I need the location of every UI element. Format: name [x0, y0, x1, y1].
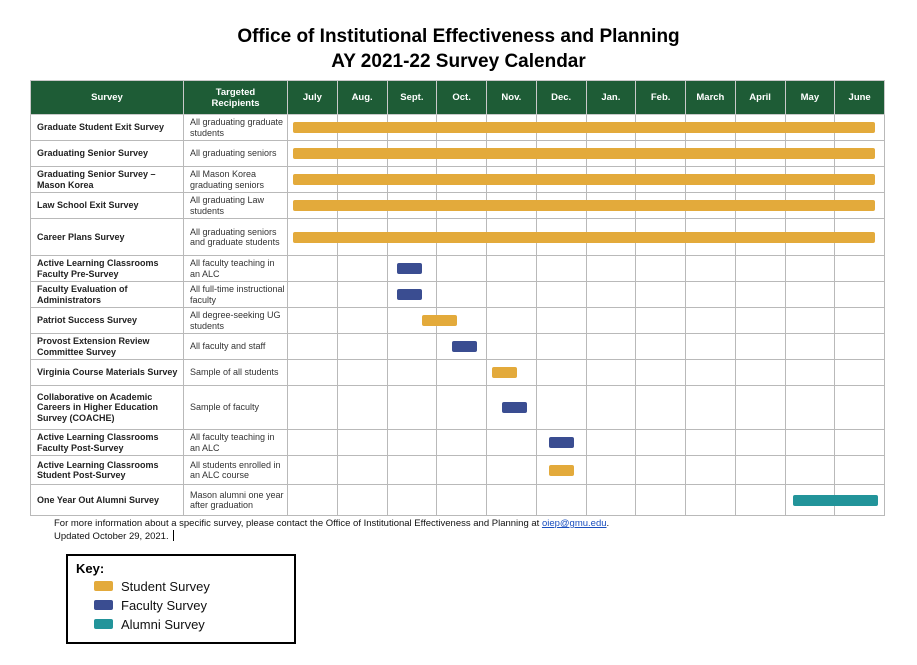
survey-name: Faculty Evaluation of Administrators: [31, 282, 184, 308]
month-cell: [437, 282, 487, 308]
month-cell: [586, 334, 636, 360]
month-cell: [536, 256, 586, 282]
month-cell: [785, 282, 835, 308]
survey-name: Active Learning Classrooms Faculty Post-Survey: [31, 430, 184, 456]
month-cell: [785, 256, 835, 282]
column-header: July: [288, 81, 338, 115]
month-cell: [586, 485, 636, 516]
month-cell: [288, 334, 338, 360]
table-header-row: [31, 81, 885, 115]
targeted-recipients: All degree-seeking UG students: [184, 308, 288, 334]
survey-name: Virginia Course Materials Survey: [31, 360, 184, 386]
student-survey-bar: [492, 367, 517, 378]
month-cell: [487, 430, 537, 456]
month-cell: [686, 334, 736, 360]
survey-name: Provost Extension Review Committee Survey: [31, 334, 184, 360]
month-cell: [785, 456, 835, 485]
month-cell: [686, 308, 736, 334]
month-cell: [487, 485, 537, 516]
month-cell: [686, 386, 736, 430]
key-label-student: Student Survey: [121, 579, 210, 594]
month-cell: [387, 456, 437, 485]
month-cell: [387, 334, 437, 360]
faculty-survey-bar: [452, 341, 477, 352]
month-cell: [735, 485, 785, 516]
month-cell: [437, 485, 487, 516]
student-survey-bar: [293, 122, 875, 133]
month-cell: [785, 308, 835, 334]
month-cell: [387, 485, 437, 516]
targeted-recipients: All students enrolled in an ALC course: [184, 456, 288, 485]
targeted-recipients: Mason alumni one year after graduation: [184, 485, 288, 516]
month-cell: [536, 360, 586, 386]
column-header: June: [835, 81, 885, 115]
month-cell: [487, 456, 537, 485]
contact-note-end: .: [606, 518, 610, 529]
month-cell: [586, 308, 636, 334]
month-cell: [636, 282, 686, 308]
month-cell: [835, 386, 885, 430]
month-cell: [835, 430, 885, 456]
month-cell: [487, 308, 537, 334]
month-cell: [586, 430, 636, 456]
month-cell: [337, 360, 387, 386]
contact-note-text: For more information about a specific survey, please contact the Office of Institutional Effectiveness and Planning at: [54, 518, 542, 529]
month-cell: [586, 282, 636, 308]
column-header: May: [785, 81, 835, 115]
table-row: [31, 256, 885, 282]
month-cell: [636, 430, 686, 456]
column-header: Oct.: [437, 81, 487, 115]
month-cell: [735, 360, 785, 386]
month-cell: [636, 308, 686, 334]
month-cell: [288, 386, 338, 430]
month-cell: [437, 430, 487, 456]
student-survey-bar: [293, 200, 875, 211]
column-header: Nov.: [487, 81, 537, 115]
month-cell: [735, 282, 785, 308]
alumni-survey-bar: [793, 495, 878, 506]
month-cell: [636, 334, 686, 360]
month-cell: [288, 360, 338, 386]
month-cell: [437, 386, 487, 430]
key-item-student: [94, 579, 210, 594]
student-survey-bar: [549, 465, 574, 476]
month-cell: [487, 334, 537, 360]
column-header: Aug.: [337, 81, 387, 115]
survey-name: Graduating Senior Survey – Mason Korea: [31, 167, 184, 193]
targeted-recipients: All graduating graduate students: [184, 115, 288, 141]
month-cell: [636, 485, 686, 516]
table-row: [31, 193, 885, 219]
faculty-survey-bar: [549, 437, 574, 448]
month-cell: [487, 282, 537, 308]
month-cell: [735, 256, 785, 282]
column-header: April: [735, 81, 785, 115]
month-cell: [387, 430, 437, 456]
key-label-faculty: Faculty Survey: [121, 598, 207, 613]
table-row: [31, 360, 885, 386]
month-cell: [636, 360, 686, 386]
month-cell: [288, 141, 338, 167]
contact-note: [54, 518, 609, 529]
column-header: Sept.: [387, 81, 437, 115]
month-cell: [686, 360, 736, 386]
month-cell: [785, 360, 835, 386]
month-cell: [785, 386, 835, 430]
student-survey-bar: [293, 232, 875, 243]
column-header: Targeted Recipients: [184, 81, 288, 115]
month-cell: [288, 115, 338, 141]
survey-name: Graduating Senior Survey: [31, 141, 184, 167]
month-cell: [636, 386, 686, 430]
key-item-faculty: [94, 598, 207, 613]
document-title: Office of Institutional Effectiveness and Planning: [237, 26, 680, 47]
month-cell: [835, 360, 885, 386]
table-row: [31, 430, 885, 456]
survey-name: Graduate Student Exit Survey: [31, 115, 184, 141]
month-cell: [437, 360, 487, 386]
month-cell: [536, 282, 586, 308]
month-cell: [586, 256, 636, 282]
faculty-survey-bar: [397, 263, 422, 274]
month-cell: [337, 386, 387, 430]
month-cell: [835, 334, 885, 360]
column-header: Jan.: [586, 81, 636, 115]
month-cell: [337, 256, 387, 282]
email-link[interactable]: oiep@gmu.edu: [541, 518, 607, 529]
month-cell: [735, 308, 785, 334]
month-cell: [437, 456, 487, 485]
updated-note: [54, 530, 174, 542]
survey-name: Active Learning Classrooms Student Post-Survey: [31, 456, 184, 485]
legend-key: [66, 554, 296, 644]
column-header: Dec.: [536, 81, 586, 115]
month-cell: [288, 485, 338, 516]
month-cell: [835, 282, 885, 308]
month-cell: [536, 334, 586, 360]
month-cell: [586, 456, 636, 485]
month-cell: [337, 334, 387, 360]
targeted-recipients: All faculty teaching in an ALC: [184, 430, 288, 456]
column-header: Feb.: [636, 81, 686, 115]
month-cell: [288, 167, 338, 193]
survey-name: Patriot Success Survey: [31, 308, 184, 334]
month-cell: [288, 219, 338, 256]
targeted-recipients: All Mason Korea graduating seniors: [184, 167, 288, 193]
survey-calendar-table: [30, 80, 885, 516]
document-subtitle: AY 2021-22 Survey Calendar: [331, 51, 586, 72]
month-cell: [636, 256, 686, 282]
table-row: [31, 456, 885, 485]
month-cell: [785, 334, 835, 360]
key-label-alumni: Alumni Survey: [121, 617, 205, 632]
student-survey-bar: [422, 315, 457, 326]
month-cell: [686, 456, 736, 485]
faculty-swatch: [94, 600, 113, 610]
student-survey-bar: [293, 148, 875, 159]
month-cell: [337, 430, 387, 456]
month-cell: [288, 193, 338, 219]
targeted-recipients: All graduating seniors: [184, 141, 288, 167]
month-cell: [337, 308, 387, 334]
targeted-recipients: Sample of faculty: [184, 386, 288, 430]
month-cell: [536, 485, 586, 516]
targeted-recipients: All graduating Law students: [184, 193, 288, 219]
table-row: [31, 115, 885, 141]
month-cell: [288, 308, 338, 334]
month-cell: [337, 456, 387, 485]
month-cell: [288, 282, 338, 308]
table-row: [31, 485, 885, 516]
table-row: [31, 219, 885, 256]
month-cell: [686, 430, 736, 456]
targeted-recipients: All full-time instructional faculty: [184, 282, 288, 308]
month-cell: [835, 308, 885, 334]
month-cell: [586, 360, 636, 386]
month-cell: [735, 386, 785, 430]
month-cell: [735, 334, 785, 360]
table-row: [31, 308, 885, 334]
faculty-survey-bar: [502, 402, 527, 413]
key-title: Key:: [76, 561, 105, 576]
table-row: [31, 282, 885, 308]
faculty-survey-bar: [397, 289, 422, 300]
targeted-recipients: All graduating seniors and graduate students: [184, 219, 288, 256]
month-cell: [636, 456, 686, 485]
month-cell: [735, 430, 785, 456]
month-cell: [686, 282, 736, 308]
month-cell: [288, 430, 338, 456]
month-cell: [387, 386, 437, 430]
targeted-recipients: All faculty teaching in an ALC: [184, 256, 288, 282]
month-cell: [337, 485, 387, 516]
student-swatch: [94, 581, 113, 591]
table-row: [31, 334, 885, 360]
month-cell: [735, 456, 785, 485]
table-row: [31, 167, 885, 193]
month-cell: [785, 430, 835, 456]
column-header: Survey: [31, 81, 184, 115]
month-cell: [835, 256, 885, 282]
text-cursor: [173, 530, 174, 541]
table-row: [31, 141, 885, 167]
targeted-recipients: Sample of all students: [184, 360, 288, 386]
survey-name: Law School Exit Survey: [31, 193, 184, 219]
table-row: [31, 386, 885, 430]
month-cell: [835, 456, 885, 485]
month-cell: [288, 256, 338, 282]
survey-name: Career Plans Survey: [31, 219, 184, 256]
month-cell: [686, 485, 736, 516]
month-cell: [337, 282, 387, 308]
month-cell: [536, 386, 586, 430]
survey-name: Collaborative on Academic Careers in Higher Education Survey (COACHE): [31, 386, 184, 430]
alumni-swatch: [94, 619, 113, 629]
survey-name: Active Learning Classrooms Faculty Pre-Survey: [31, 256, 184, 282]
month-cell: [586, 386, 636, 430]
month-cell: [487, 256, 537, 282]
updated-date: Updated October 29, 2021.: [54, 531, 169, 542]
column-header: March: [686, 81, 736, 115]
month-cell: [437, 256, 487, 282]
month-cell: [288, 456, 338, 485]
month-cell: [686, 256, 736, 282]
survey-name: One Year Out Alumni Survey: [31, 485, 184, 516]
month-cell: [387, 360, 437, 386]
month-cell: [536, 308, 586, 334]
student-survey-bar: [293, 174, 875, 185]
key-item-alumni: [94, 617, 205, 632]
targeted-recipients: All faculty and staff: [184, 334, 288, 360]
